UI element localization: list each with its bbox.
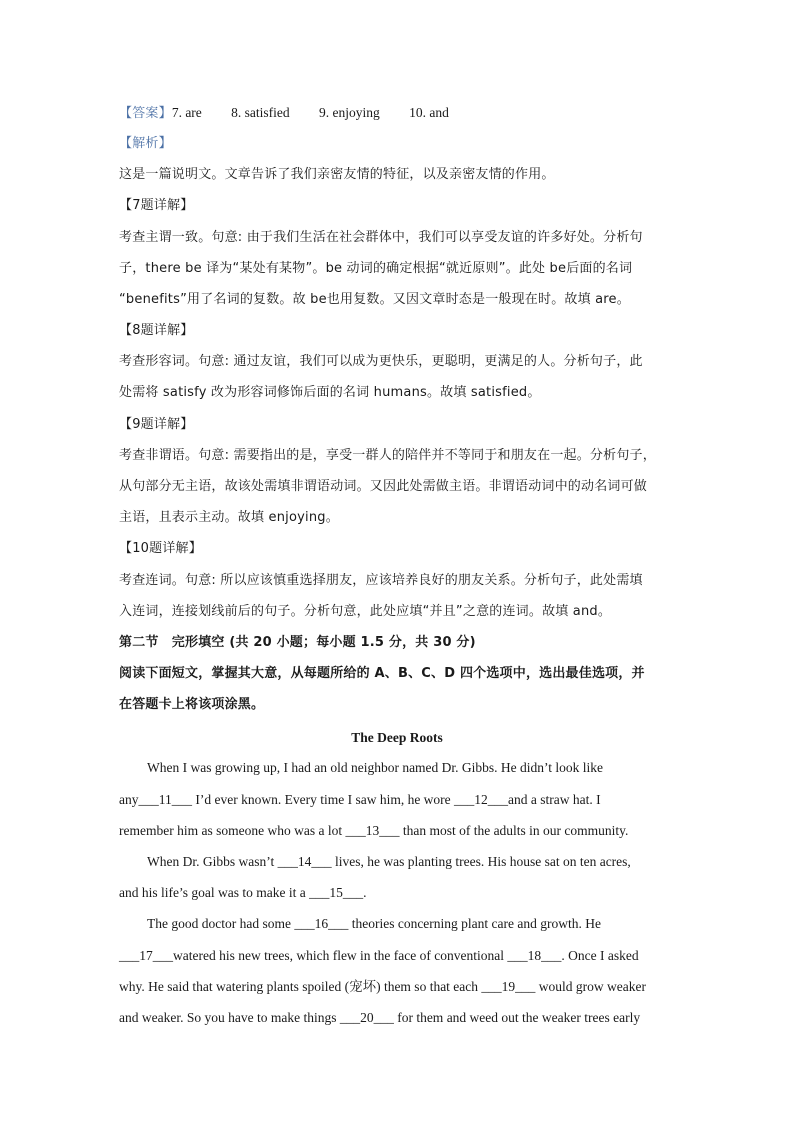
q7-heading: 【7题详解】 [119,198,194,213]
blank-14[interactable]: ___14___ [277,854,332,869]
passage-text: and weaker. So you have to make things [119,1010,340,1025]
q10-heading: 【10题详解】 [119,541,202,556]
passage-text: than most of the adults in our community. [399,823,629,838]
passage-text: any [119,792,139,807]
blank-12[interactable]: ___12___ [454,792,509,807]
q7-line-3: “benefits”用了名词的复数。故 be也用复数。又因文章时态是一般现在时。故填 are。 [119,292,630,307]
blank-16[interactable]: ___16___ [294,916,349,931]
passage-text: lives, he was planting trees. His house sat on ten acres, [331,854,631,869]
blank-19[interactable]: ___19___ [481,979,536,994]
answer-label: 【答案】 [119,106,172,121]
passage-title: The Deep Roots [351,730,443,745]
q9-heading: 【9题详解】 [119,417,194,432]
passage-text: I’d ever known. Every time I saw him, he wore [192,792,455,807]
q10-line-1: 考查连词。句意: 所以应该慎重选择朋友，应该培养良好的朋友关系。分析句子，此处需填 [119,573,643,588]
q9-line-2: 从句部分无主语，故该处需填非谓语动词。又因此处需做主语。非谓语动词中的动名词可做 [119,479,648,494]
q7-line-2: 子，there be 译为“某处有某物”。be 动词的确定根据“就近原则”。此处 be后面的名词 [119,261,633,276]
passage-text: and a straw hat. I [508,792,601,807]
passage-line-5 [119,885,366,901]
blank-15[interactable]: ___15___ [309,885,364,900]
section-instruction-1: 阅读下面短文，掌握其大意，从每题所给的 A、B、C、D 四个选项中，选出最佳选项，并 [119,666,645,681]
answer-item-9: 9. enjoying [319,105,380,120]
answer-line [119,105,449,122]
answer-item-10: 10. and [409,105,449,120]
section-title: 第二节 完形填空 (共 20 小题；每小题 1.5 分，共 30 分) [119,635,476,650]
passage-line-6 [147,916,601,932]
analysis-label: 【解析】 [119,136,172,151]
q9-line-1: 考查非谓语。句意: 需要指出的是，享受一群人的陪伴并不等同于和朋友在一起。分析句子， [119,448,656,463]
answer-item-7: 7. are [171,105,202,120]
q10-line-2: 入连词，连接划线前后的句子。分析句意，此处应填“并且”之意的连词。故填 and。 [119,604,612,619]
blank-13[interactable]: ___13___ [345,823,400,838]
passage-text: When Dr. Gibbs wasn’t [147,854,278,869]
passage-line-8 [119,979,646,995]
passage-text: why. He said that watering plants spoiled (宠坏) them so that each [119,979,482,994]
q8-line-2: 处需将 satisfy 改为形容词修饰后面的名词 humans。故填 satisfied。 [119,385,541,400]
q7-line-1: 考查主谓一致。句意: 由于我们生活在社会群体中，我们可以享受友谊的许多好处。分析句 [119,230,643,245]
blank-17[interactable]: ___17___ [119,948,173,963]
passage-line-3 [119,823,628,839]
q9-line-3: 主语，且表示主动。故填 enjoying。 [119,510,339,525]
blank-18[interactable]: ___18___ [507,948,562,963]
passage-text: watered his new trees, which flew in the face of conventional [173,948,508,963]
passage-text: . Once I asked [561,948,639,963]
passage-line-2 [119,792,601,808]
passage-text: The good doctor had some [147,916,295,931]
passage-text: remember him as someone who was a lot [119,823,346,838]
passage-line-7 [119,948,639,964]
passage-text: for them and weed out the weaker trees early [393,1010,641,1025]
passage-text: . [363,885,367,900]
passage-line-1: When I was growing up, I had an old neighbor named Dr. Gibbs. He didn’t look like [147,760,604,775]
q8-heading: 【8题详解】 [119,323,194,338]
section-instruction-2: 在答题卡上将该项涂黑。 [119,697,265,712]
passage-text: would grow weaker [535,979,647,994]
passage-text: theories concerning plant care and growth. He [348,916,601,931]
q8-line-1: 考查形容词。句意: 通过友谊，我们可以成为更快乐，更聪明，更满足的人。分析句子，此 [119,354,643,369]
passage-line-9 [119,1010,640,1026]
blank-11[interactable]: ___11___ [138,792,192,807]
summary-text: 这是一篇说明文。文章告诉了我们亲密友情的特征，以及亲密友情的作用。 [119,167,555,182]
answer-item-8: 8. satisfied [231,105,290,120]
passage-text: and his life’s goal was to make it a [119,885,310,900]
blank-20[interactable]: ___20___ [339,1010,394,1025]
passage-line-4 [147,854,631,870]
